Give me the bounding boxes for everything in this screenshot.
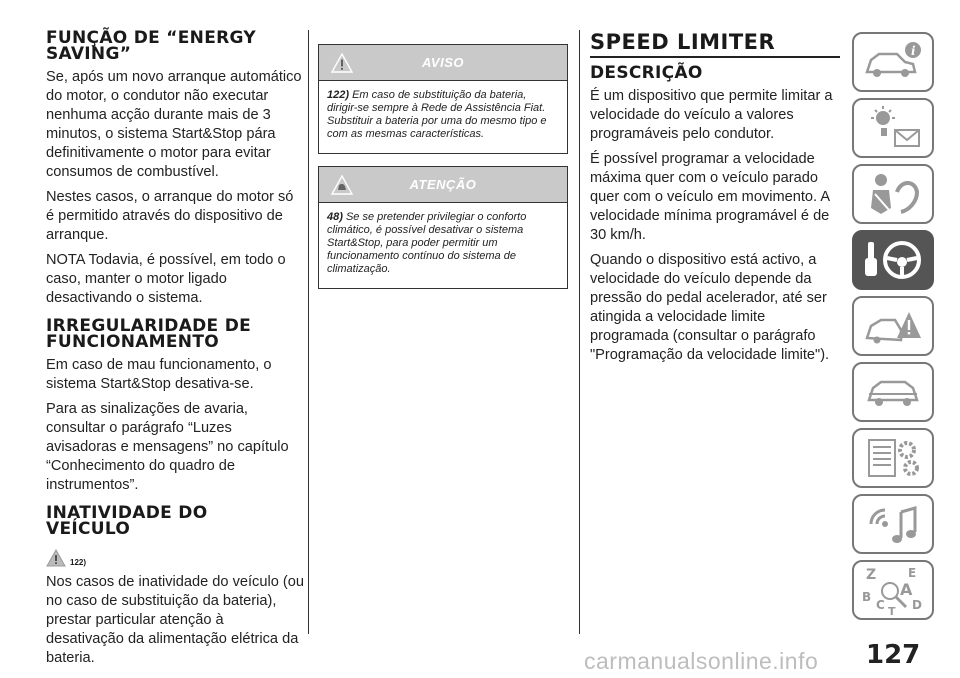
tab-car-info[interactable] — [852, 32, 934, 92]
safety-icon — [861, 170, 925, 218]
tab-technical-data[interactable] — [852, 428, 934, 488]
warning-triangle-icon — [46, 549, 66, 567]
paragraph: Em caso de mau funcionamento, o sistema Start&Stop desativa-se. — [46, 357, 272, 392]
right-column — [590, 30, 840, 371]
car-info-icon — [861, 40, 925, 84]
left-column — [46, 30, 304, 674]
page-number: 127 — [866, 640, 921, 670]
index-letter: Z — [866, 567, 877, 583]
paragraph-note: NOTA Todavia, é possível, em todo o caso, manter o motor ligado desactivando o sistema. — [46, 252, 286, 306]
atencao-title: ATENÇÃO — [409, 177, 477, 192]
paragraph: Se, após um novo arranque automático do motor, o condutor não executar nenhuma acção durante mais de 3 minutos, o sistema Start&Stop pára definitivamente o motor para evitar consumos de combustível. — [46, 69, 302, 180]
middle-column — [318, 44, 568, 301]
multimedia-icon — [861, 500, 925, 548]
tab-warning-lights[interactable] — [852, 98, 934, 158]
aviso-body — [319, 81, 567, 153]
index-letter: T — [888, 605, 896, 617]
aviso-box — [318, 44, 568, 154]
paragraph: Para as sinalizações de avaria, consultar o parágrafo “Luzes avisadoras e mensagens” no capítulo “Conhecimento do quadro de instrumentos”. — [46, 401, 289, 493]
warning-reference[interactable] — [46, 547, 304, 567]
tab-emergency[interactable] — [852, 296, 934, 356]
chapter-tabs — [852, 32, 934, 626]
paragraph: Nos casos de inatividade do veículo (ou no caso de substituição da bateria), prestar particular atenção à desativação da alimentação elétrica da bateria. — [46, 574, 304, 666]
car-maintenance-icon — [861, 370, 925, 414]
section-title-energy-saving: FUNÇÃO DE “ENERGY SAVING” — [46, 28, 256, 64]
section-title-description: DESCRIÇÃO — [590, 63, 703, 83]
index-letter: A — [900, 580, 913, 599]
tab-starting-driving[interactable] — [852, 230, 934, 290]
atencao-body — [319, 203, 567, 288]
paragraph: Quando o dispositivo está activo, a velocidade do veículo depende da pressão do pedal acelerador, até ser atingida a velocidade limite programada (consultar o parágrafo "Programação da velocidade limite"). — [590, 252, 830, 363]
caution-hand-icon — [331, 175, 353, 195]
warning-lights-icon — [861, 104, 925, 152]
paragraph: Nestes casos, o arranque do motor só é permitido através do dispositivo de arranque. — [46, 189, 294, 243]
index-letter: E — [908, 566, 917, 580]
atencao-box — [318, 166, 568, 289]
svg-text:i: i — [911, 44, 916, 58]
tab-safety[interactable] — [852, 164, 934, 224]
aviso-header — [319, 45, 567, 81]
column-divider — [579, 30, 580, 634]
key-steering-wheel-icon — [860, 236, 926, 284]
aviso-number: 122) — [327, 89, 350, 101]
atencao-number: 48) — [327, 211, 343, 223]
column-divider — [308, 30, 309, 634]
section-title-malfunction: IRREGULARIDADE DE FUNCIONAMENTO — [46, 316, 252, 352]
tab-maintenance[interactable] — [852, 362, 934, 422]
watermark: carmanualsonline.info — [584, 648, 819, 674]
tab-index[interactable] — [852, 560, 934, 620]
index-icon — [860, 563, 926, 617]
emergency-icon — [861, 302, 925, 350]
tab-multimedia[interactable] — [852, 494, 934, 554]
index-letter: C — [876, 598, 885, 612]
index-letter: B — [862, 590, 872, 604]
chapter-title: SPEED LIMITER — [590, 30, 840, 58]
atencao-header — [319, 167, 567, 203]
warning-triangle-icon — [331, 53, 353, 73]
technical-data-icon — [861, 434, 925, 482]
atencao-text: Se se pretender privilegiar o conforto climático, é possível desativar o sistema Start&Stop, para poder permitir um funcionamento contínuo do sistema de climatização. — [327, 211, 527, 275]
aviso-title: AVISO — [422, 55, 464, 70]
paragraph: É possível programar a velocidade máxima quer com o veículo parado quer com o veículo em movimento. A velocidade mínima programável é de 30 km/h. — [590, 151, 830, 243]
paragraph: É um dispositivo que permite limitar a velocidade do veículo a valores programáveis pelo condutor. — [590, 88, 833, 142]
warning-ref-number: 122) — [70, 558, 87, 567]
section-title-inactivity: INATIVIDADE DO VEÍCULO — [46, 503, 208, 539]
index-letter: D — [912, 598, 922, 612]
aviso-text: Em caso de substituição da bateria, dirigir-se sempre à Rede de Assistência Fiat. Substituir a bateria por uma do mesmo tipo e com as mesmas características. — [327, 89, 547, 140]
